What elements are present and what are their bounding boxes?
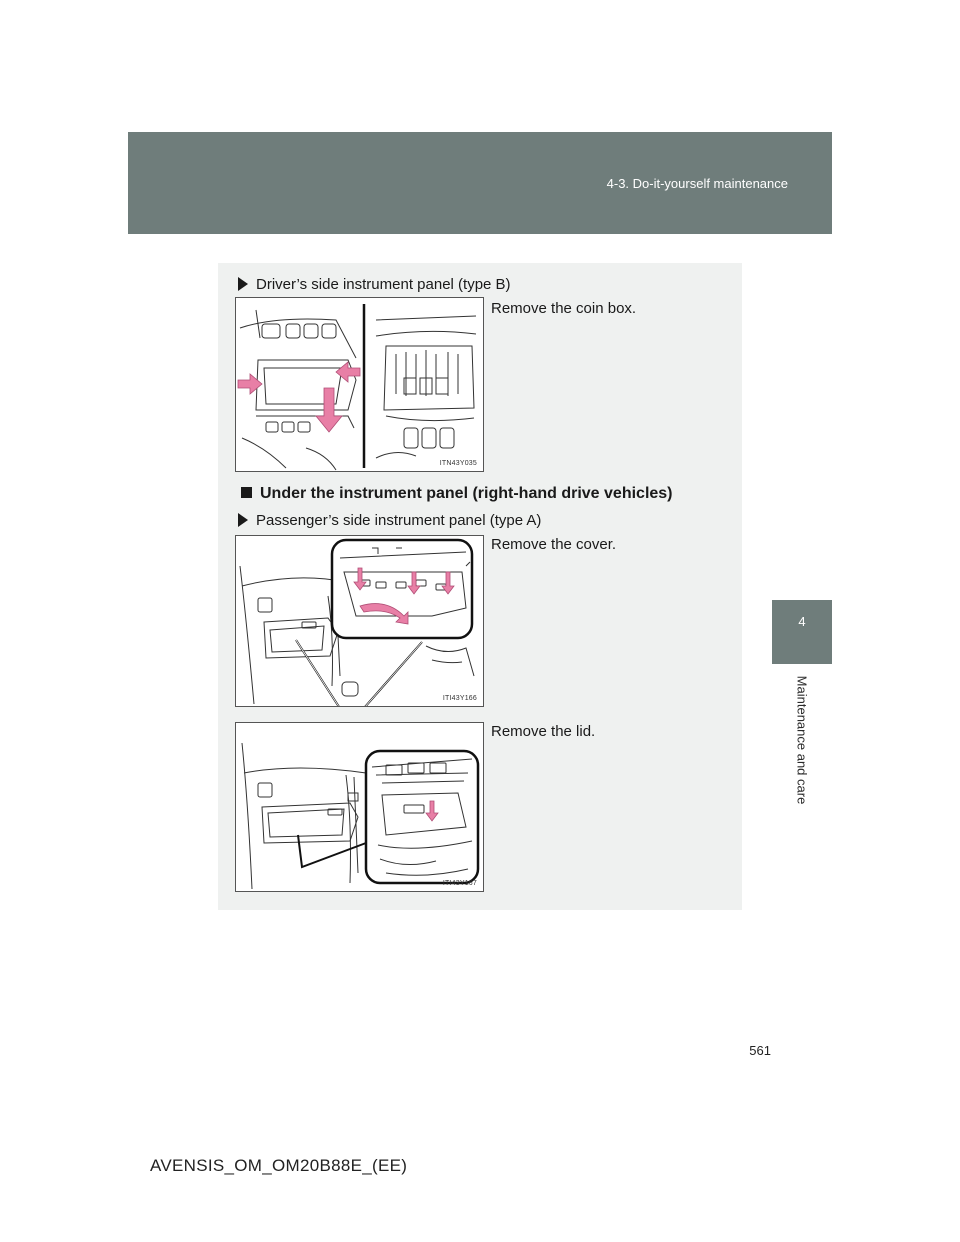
lid-illustration	[236, 723, 483, 891]
figure-code: ITN43Y035	[439, 460, 477, 467]
bullet-driver-side	[238, 276, 511, 293]
figure-coin-box	[235, 297, 484, 472]
figure-code: ITI43Y167	[442, 880, 477, 887]
caption-remove-coin-box: Remove the coin box.	[491, 300, 637, 317]
header-bar	[128, 132, 832, 234]
bullet-passenger-side	[238, 512, 541, 529]
caption-remove-lid: Remove the lid.	[491, 723, 596, 740]
figure-code: ITI43Y166	[442, 695, 477, 702]
chapter-number: 4	[798, 614, 806, 629]
chapter-label-text: Maintenance and care	[794, 675, 810, 805]
bullet-text: Driver’s side instrument panel (type B)	[256, 276, 511, 293]
figure-cover	[235, 535, 484, 707]
chapter-tab[interactable]	[772, 600, 832, 664]
page-number: 561	[749, 1043, 771, 1058]
figure-lid	[235, 722, 484, 892]
square-bullet-icon	[241, 487, 252, 498]
caption-remove-cover: Remove the cover.	[491, 536, 617, 553]
bullet-text: Passenger’s side instrument panel (type A)	[256, 512, 542, 529]
content-panel	[218, 263, 742, 910]
cover-illustration	[236, 536, 483, 706]
section-heading	[241, 485, 673, 503]
coin-box-illustration	[236, 298, 483, 471]
heading-text: Under the instrument panel (right-hand drive vehicles)	[260, 485, 673, 502]
section-title: 4-3. Do-it-yourself maintenance	[606, 176, 788, 191]
triangle-bullet-icon	[238, 277, 248, 291]
document-id: AVENSIS_OM_OM20B88E_(EE)	[150, 1156, 408, 1175]
triangle-bullet-icon	[238, 513, 248, 527]
